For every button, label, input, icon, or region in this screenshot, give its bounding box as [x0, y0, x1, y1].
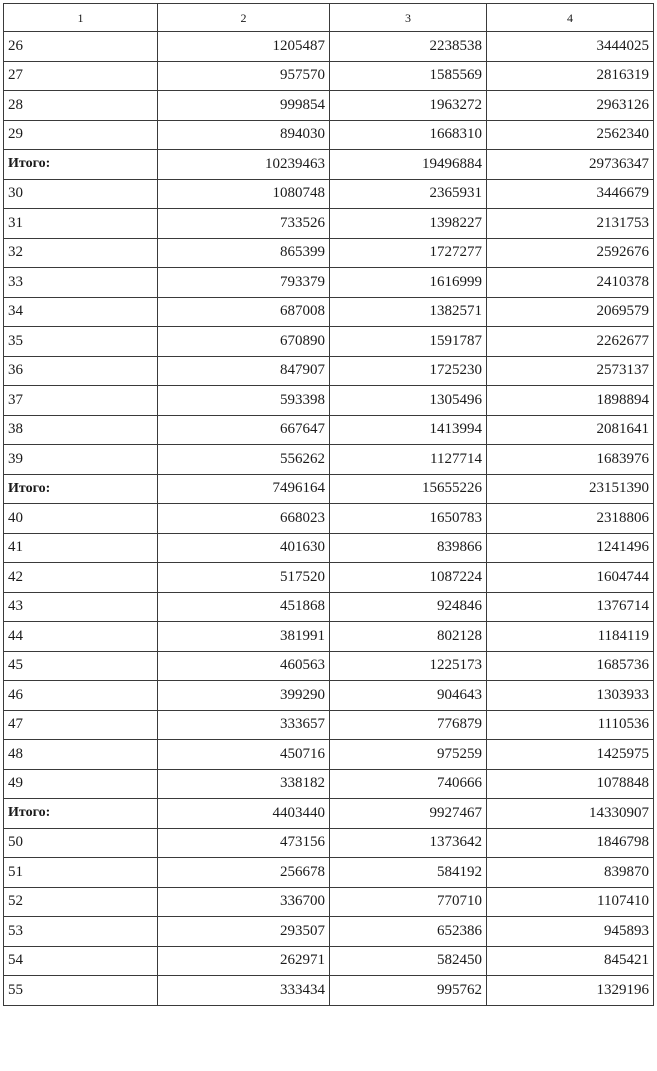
column-4-cell: 1604744 [487, 563, 654, 593]
column-4-cell: 1329196 [487, 976, 654, 1006]
column-3-cell: 1585569 [330, 61, 487, 91]
column-3-cell: 2365931 [330, 179, 487, 209]
row-number-cell: 55 [4, 976, 158, 1006]
column-2-cell: 668023 [158, 504, 330, 534]
column-3-cell: 924846 [330, 592, 487, 622]
table-row [4, 120, 654, 150]
column-4-cell: 845421 [487, 946, 654, 976]
column-2-cell: 4403440 [158, 799, 330, 829]
column-2-cell: 1080748 [158, 179, 330, 209]
table-row [4, 681, 654, 711]
column-2-cell: 847907 [158, 356, 330, 386]
table-row-total [4, 799, 654, 829]
column-2-cell: 333657 [158, 710, 330, 740]
column-4-cell: 2592676 [487, 238, 654, 268]
column-4-cell: 2816319 [487, 61, 654, 91]
column-3-cell: 1225173 [330, 651, 487, 681]
row-number-cell: 26 [4, 32, 158, 62]
column-3-cell: 1382571 [330, 297, 487, 327]
row-number-cell: 49 [4, 769, 158, 799]
column-3-cell: 584192 [330, 858, 487, 888]
row-number-cell: 34 [4, 297, 158, 327]
column-4-cell: 1425975 [487, 740, 654, 770]
row-number-cell: 33 [4, 268, 158, 298]
column-4-cell: 3444025 [487, 32, 654, 62]
total-label-cell: Итого: [4, 150, 158, 180]
row-number-cell: 41 [4, 533, 158, 563]
column-2-cell: 865399 [158, 238, 330, 268]
column-3-cell: 740666 [330, 769, 487, 799]
row-number-cell: 28 [4, 91, 158, 121]
column-2-cell: 957570 [158, 61, 330, 91]
row-number-cell: 36 [4, 356, 158, 386]
column-2-cell: 667647 [158, 415, 330, 445]
column-4-cell: 1241496 [487, 533, 654, 563]
column-4-cell: 1376714 [487, 592, 654, 622]
column-2-cell: 399290 [158, 681, 330, 711]
column-3-cell: 1398227 [330, 209, 487, 239]
column-2-cell: 7496164 [158, 474, 330, 504]
column-2-cell: 793379 [158, 268, 330, 298]
total-label-cell: Итого: [4, 474, 158, 504]
row-number-cell: 39 [4, 445, 158, 475]
table-row-total [4, 474, 654, 504]
table-row [4, 946, 654, 976]
table-body [4, 32, 654, 1006]
column-2-cell: 10239463 [158, 150, 330, 180]
column-2-cell: 336700 [158, 887, 330, 917]
column-4-cell: 14330907 [487, 799, 654, 829]
table-row [4, 327, 654, 357]
column-4-cell: 23151390 [487, 474, 654, 504]
column-2-cell: 338182 [158, 769, 330, 799]
column-2-cell: 381991 [158, 622, 330, 652]
column-3-cell: 9927467 [330, 799, 487, 829]
column-2-cell: 256678 [158, 858, 330, 888]
column-header-3: 3 [330, 4, 487, 32]
column-4-cell: 1683976 [487, 445, 654, 475]
column-3-cell: 839866 [330, 533, 487, 563]
table-row [4, 297, 654, 327]
column-4-cell: 839870 [487, 858, 654, 888]
column-3-cell: 2238538 [330, 32, 487, 62]
row-number-cell: 35 [4, 327, 158, 357]
column-2-cell: 333434 [158, 976, 330, 1006]
column-3-cell: 802128 [330, 622, 487, 652]
column-4-cell: 2262677 [487, 327, 654, 357]
column-4-cell: 2562340 [487, 120, 654, 150]
row-number-cell: 44 [4, 622, 158, 652]
row-number-cell: 47 [4, 710, 158, 740]
column-4-cell: 2963126 [487, 91, 654, 121]
table-row [4, 769, 654, 799]
table-row [4, 887, 654, 917]
header-row [4, 4, 654, 32]
table-row [4, 622, 654, 652]
column-3-cell: 975259 [330, 740, 487, 770]
column-3-cell: 1616999 [330, 268, 487, 298]
row-number-cell: 31 [4, 209, 158, 239]
row-number-cell: 32 [4, 238, 158, 268]
column-3-cell: 1727277 [330, 238, 487, 268]
column-3-cell: 770710 [330, 887, 487, 917]
table-row [4, 563, 654, 593]
column-4-cell: 1846798 [487, 828, 654, 858]
column-3-cell: 904643 [330, 681, 487, 711]
table-row [4, 179, 654, 209]
table-row [4, 504, 654, 534]
column-3-cell: 1305496 [330, 386, 487, 416]
column-2-cell: 451868 [158, 592, 330, 622]
column-3-cell: 582450 [330, 946, 487, 976]
row-number-cell: 46 [4, 681, 158, 711]
column-4-cell: 945893 [487, 917, 654, 947]
column-4-cell: 1184119 [487, 622, 654, 652]
column-4-cell: 29736347 [487, 150, 654, 180]
table-header [4, 4, 654, 32]
column-4-cell: 1303933 [487, 681, 654, 711]
table-row [4, 710, 654, 740]
table-row [4, 91, 654, 121]
column-4-cell: 2081641 [487, 415, 654, 445]
table-row [4, 976, 654, 1006]
row-number-cell: 52 [4, 887, 158, 917]
column-4-cell: 2573137 [487, 356, 654, 386]
column-2-cell: 670890 [158, 327, 330, 357]
column-3-cell: 19496884 [330, 150, 487, 180]
column-2-cell: 460563 [158, 651, 330, 681]
row-number-cell: 54 [4, 946, 158, 976]
column-4-cell: 2131753 [487, 209, 654, 239]
column-3-cell: 15655226 [330, 474, 487, 504]
column-2-cell: 999854 [158, 91, 330, 121]
column-3-cell: 1373642 [330, 828, 487, 858]
column-2-cell: 262971 [158, 946, 330, 976]
row-number-cell: 51 [4, 858, 158, 888]
column-2-cell: 517520 [158, 563, 330, 593]
column-4-cell: 2318806 [487, 504, 654, 534]
row-number-cell: 48 [4, 740, 158, 770]
column-2-cell: 556262 [158, 445, 330, 475]
table-row [4, 32, 654, 62]
column-4-cell: 1685736 [487, 651, 654, 681]
document-page [3, 3, 653, 1006]
table-row [4, 268, 654, 298]
column-3-cell: 1087224 [330, 563, 487, 593]
column-2-cell: 293507 [158, 917, 330, 947]
column-4-cell: 2410378 [487, 268, 654, 298]
column-3-cell: 995762 [330, 976, 487, 1006]
column-header-1: 1 [4, 4, 158, 32]
row-number-cell: 45 [4, 651, 158, 681]
row-number-cell: 27 [4, 61, 158, 91]
row-number-cell: 29 [4, 120, 158, 150]
table-row [4, 415, 654, 445]
row-number-cell: 37 [4, 386, 158, 416]
row-number-cell: 53 [4, 917, 158, 947]
column-2-cell: 401630 [158, 533, 330, 563]
column-3-cell: 776879 [330, 710, 487, 740]
row-number-cell: 30 [4, 179, 158, 209]
column-3-cell: 1668310 [330, 120, 487, 150]
column-2-cell: 894030 [158, 120, 330, 150]
table-row [4, 209, 654, 239]
table-row [4, 445, 654, 475]
column-header-4: 4 [487, 4, 654, 32]
table-row [4, 858, 654, 888]
table-row [4, 592, 654, 622]
table-row [4, 740, 654, 770]
data-table [3, 3, 654, 1006]
table-row [4, 61, 654, 91]
column-4-cell: 1898894 [487, 386, 654, 416]
column-4-cell: 1107410 [487, 887, 654, 917]
row-number-cell: 43 [4, 592, 158, 622]
column-2-cell: 593398 [158, 386, 330, 416]
row-number-cell: 42 [4, 563, 158, 593]
table-row [4, 533, 654, 563]
column-3-cell: 1591787 [330, 327, 487, 357]
column-3-cell: 1963272 [330, 91, 487, 121]
column-2-cell: 450716 [158, 740, 330, 770]
table-row [4, 828, 654, 858]
column-4-cell: 1110536 [487, 710, 654, 740]
row-number-cell: 50 [4, 828, 158, 858]
column-3-cell: 1725230 [330, 356, 487, 386]
table-row-total [4, 150, 654, 180]
column-2-cell: 1205487 [158, 32, 330, 62]
column-3-cell: 652386 [330, 917, 487, 947]
column-4-cell: 1078848 [487, 769, 654, 799]
column-header-2: 2 [158, 4, 330, 32]
total-label-cell: Итого: [4, 799, 158, 829]
column-2-cell: 687008 [158, 297, 330, 327]
table-row [4, 238, 654, 268]
column-2-cell: 733526 [158, 209, 330, 239]
table-row [4, 386, 654, 416]
table-row [4, 917, 654, 947]
column-2-cell: 473156 [158, 828, 330, 858]
column-4-cell: 3446679 [487, 179, 654, 209]
column-3-cell: 1413994 [330, 415, 487, 445]
table-row [4, 356, 654, 386]
table-row [4, 651, 654, 681]
row-number-cell: 40 [4, 504, 158, 534]
column-4-cell: 2069579 [487, 297, 654, 327]
column-3-cell: 1650783 [330, 504, 487, 534]
row-number-cell: 38 [4, 415, 158, 445]
column-3-cell: 1127714 [330, 445, 487, 475]
